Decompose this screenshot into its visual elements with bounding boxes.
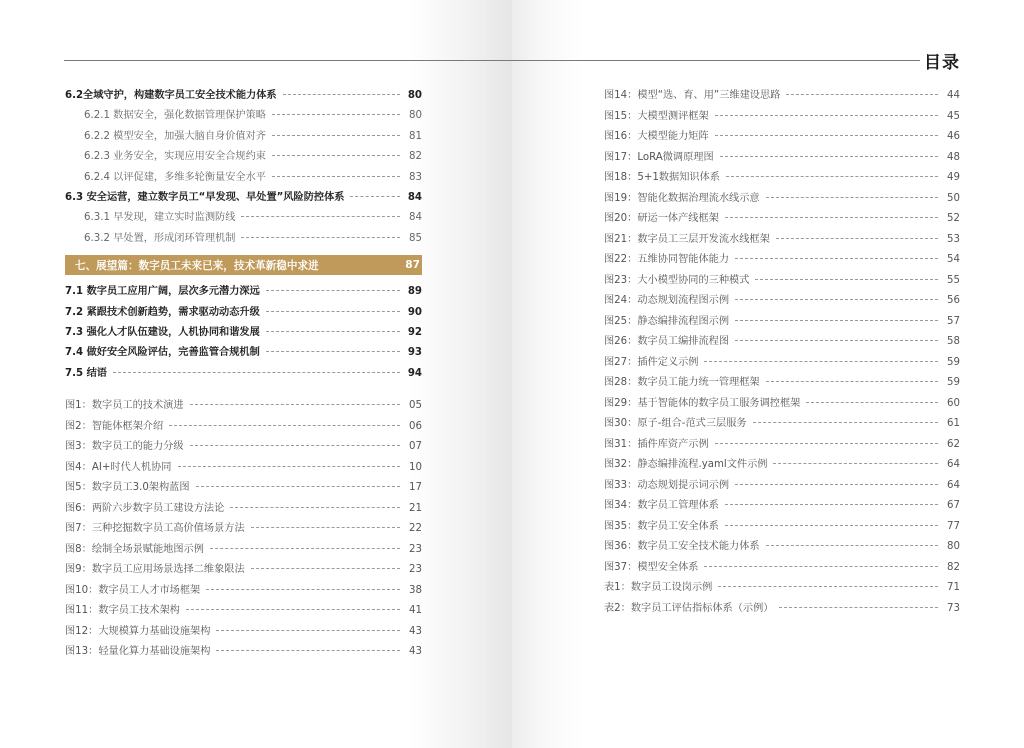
toc-entry-page: 93	[407, 347, 422, 359]
toc-entry[interactable]	[65, 343, 422, 363]
dot-leader	[766, 197, 938, 198]
dot-leader	[704, 361, 938, 362]
figure-entry[interactable]	[604, 332, 960, 353]
figure-entry[interactable]	[604, 168, 960, 189]
toc-left-column	[65, 86, 422, 663]
toc-entry-label: 6.2.4 以评促建，多维多轮衡量安全水平	[84, 171, 266, 183]
toc-entry[interactable]	[65, 127, 422, 147]
figure-entry-page: 64	[947, 479, 960, 491]
dot-leader	[272, 176, 400, 177]
dot-leader	[266, 351, 400, 352]
toc-entry[interactable]	[65, 188, 422, 208]
dot-leader	[241, 216, 400, 217]
toc-entry-page: 85	[409, 232, 422, 244]
toc-entry-page: 92	[407, 326, 422, 338]
toc-entry-label: 7.4 做好安全风险评估，完善监管合规机制	[65, 347, 260, 359]
figure-entry-label: 图8：绘制全场景赋能地图示例	[65, 543, 204, 555]
figure-entry-label: 图18：5+1数据知识体系	[604, 172, 720, 183]
toc-entry-page: 84	[409, 212, 422, 224]
figure-entry-page: 53	[947, 233, 960, 245]
toc-entry[interactable]	[65, 106, 422, 126]
figure-entry-label: 图36：数字员工安全技术能力体系	[604, 541, 760, 552]
figure-entry[interactable]	[604, 209, 960, 230]
figure-entry-label: 图25：静态编排流程图示例	[604, 315, 730, 327]
dot-leader	[735, 320, 938, 321]
dot-leader	[266, 331, 400, 332]
figure-entry-page: 43	[409, 625, 422, 637]
figure-entry-page: 61	[947, 418, 960, 429]
dot-leader	[206, 589, 400, 590]
toc-entry[interactable]	[65, 303, 422, 323]
figure-entry-page: 52	[947, 213, 960, 224]
toc-entry-label: 6.3.2 早处置，形成闭环管理机制	[84, 232, 236, 244]
figure-entry[interactable]	[604, 414, 960, 435]
figure-entry-label: 图30：原子-组合-范式三层服务	[604, 418, 747, 429]
toc-entry[interactable]	[65, 86, 422, 106]
figure-entry-label: 图4：AI+时代人机协同	[65, 461, 172, 473]
figure-entry-page: 59	[947, 356, 960, 368]
figure-entry[interactable]	[65, 601, 422, 622]
dot-leader	[806, 402, 938, 403]
dot-leader	[190, 404, 400, 405]
figure-entry[interactable]	[604, 394, 960, 415]
figure-entry-page: 55	[947, 274, 960, 286]
toc-entry-page: 80	[409, 110, 422, 122]
dot-leader	[210, 548, 400, 549]
dot-leader	[773, 463, 938, 464]
dot-leader	[725, 525, 938, 526]
toc-entry-label: 7.5 结语	[65, 367, 107, 379]
section-band-page: 87	[405, 259, 420, 272]
toc-entry[interactable]	[65, 208, 422, 228]
figure-entry-page: 41	[409, 605, 422, 617]
dot-leader	[241, 237, 400, 238]
dot-leader	[735, 258, 938, 259]
figure-entry-page: 06	[409, 420, 422, 432]
toc-entry-label: 6.2.2 模型安全，加强大脑自身价值对齐	[84, 130, 266, 142]
dot-leader	[715, 115, 938, 116]
figure-entry-label: 图1：数字员工的技术演进	[65, 400, 184, 412]
figure-entry[interactable]	[65, 622, 422, 643]
figure-entry[interactable]	[65, 396, 422, 417]
figure-entry-label: 图7：三种挖掘数字员工高价值场景方法	[65, 523, 245, 535]
dot-leader	[272, 155, 400, 156]
figure-entry-label: 图31：插件库资产示例	[604, 438, 709, 450]
dot-leader	[779, 607, 938, 608]
figure-entry-page: 82	[947, 561, 960, 573]
figure-entry[interactable]	[604, 435, 960, 456]
figure-entry[interactable]	[65, 540, 422, 561]
toc-right-column	[604, 86, 960, 619]
figure-entry-label: 图26：数字员工编排流程图	[604, 336, 730, 347]
figure-entry[interactable]	[65, 417, 422, 438]
figure-entry[interactable]	[604, 599, 960, 620]
dot-leader	[715, 135, 938, 136]
figure-entry[interactable]	[65, 642, 422, 663]
figure-entry-label: 图12：大规模算力基础设施架构	[65, 625, 211, 637]
figure-entry-label: 图37：模型安全体系	[604, 561, 699, 573]
toc-entry-page: 94	[407, 367, 422, 379]
dot-leader	[350, 196, 400, 197]
figure-entry[interactable]	[604, 455, 960, 476]
figure-entry-label: 图13：轻量化算力基础设施架构	[65, 646, 211, 658]
figure-entry-page: 49	[947, 172, 960, 183]
toc-entry-label: 7.1 数字员工应用广阔，层次多元潜力深远	[65, 286, 260, 298]
figure-entry-label: 图21：数字员工三层开发流水线框架	[604, 233, 770, 245]
figure-entry-label: 图22：五维协同智能体能力	[604, 254, 730, 265]
figure-entry[interactable]	[604, 250, 960, 271]
figure-entry-page: 05	[409, 400, 422, 412]
figure-entry-page: 50	[947, 192, 960, 204]
toc-entry-label: 6.2全域守护，构建数字员工安全技术能力体系	[65, 90, 277, 101]
figure-entry-label: 图9：数字员工应用场景选择二维象限法	[65, 564, 245, 576]
dot-leader	[704, 566, 938, 567]
dot-leader	[266, 311, 400, 312]
dot-leader	[169, 425, 400, 426]
figure-entry-page: 77	[947, 520, 960, 532]
figure-entry-page: 54	[947, 254, 960, 265]
figure-entry-page: 67	[947, 500, 960, 511]
dot-leader	[186, 609, 400, 610]
figure-entry-page: 44	[947, 90, 960, 101]
figure-entry-label: 图27：插件定义示例	[604, 356, 699, 368]
figure-entry[interactable]	[65, 437, 422, 458]
dot-leader	[251, 527, 400, 528]
figure-entry-page: 46	[947, 131, 960, 142]
toc-entry-label: 6.3.1 早发现，建立实时监测防线	[84, 212, 236, 224]
figure-entry-label: 图5：数字员工3.0架构蓝图	[65, 482, 190, 494]
dot-leader	[113, 372, 400, 373]
figure-entry-page: 38	[409, 584, 422, 596]
figure-entry-label: 图33：动态规划提示词示例	[604, 479, 730, 491]
section-band-chapter-seven[interactable]	[65, 255, 422, 275]
figure-entry-label: 图11：数字员工技术架构	[65, 605, 180, 617]
figure-entry-label: 图24：动态规划流程图示例	[604, 295, 730, 306]
dot-leader	[776, 238, 938, 239]
toc-entry-label: 6.2.3 业务安全，实现应用安全合规约束	[84, 151, 266, 163]
dot-leader	[251, 568, 400, 569]
toc-entry[interactable]	[65, 364, 422, 384]
toc-entry-page: 84	[407, 191, 422, 203]
figure-entry-page: 60	[947, 397, 960, 409]
figure-entry[interactable]	[604, 107, 960, 128]
figure-entry-label: 图28：数字员工能力统一管理框架	[604, 377, 760, 388]
dot-leader	[216, 630, 400, 631]
figure-entry-page: 07	[409, 441, 422, 453]
dot-leader	[735, 299, 938, 300]
figure-entry-label: 图2：智能体框架介绍	[65, 420, 164, 432]
figure-entry[interactable]	[65, 519, 422, 540]
figure-entry-label: 图29：基于智能体的数字员工服务调控框架	[604, 397, 801, 409]
figure-entry-label: 图34：数字员工管理体系	[604, 500, 719, 511]
dot-leader	[766, 545, 938, 546]
figure-entry-page: 80	[947, 541, 960, 552]
figure-entry-label: 图17：LoRA微调原理图	[604, 151, 714, 163]
figure-entry[interactable]	[604, 291, 960, 312]
figure-entry-page: 48	[947, 151, 960, 163]
figure-entry-page: 21	[409, 502, 422, 514]
figure-entry-label: 图16：大模型能力矩阵	[604, 131, 709, 142]
figure-entry-page: 57	[947, 315, 960, 327]
figure-entry-label: 图19：智能化数据治理流水线示意	[604, 192, 760, 204]
dot-leader	[786, 94, 938, 95]
dot-leader	[266, 290, 400, 291]
figure-entry-page: 56	[947, 295, 960, 306]
toc-entry-page: 80	[407, 90, 422, 101]
toc-entry-page: 82	[409, 151, 422, 163]
dot-leader	[735, 484, 938, 485]
figure-entry-page: 17	[409, 482, 422, 494]
figure-entry-page: 23	[409, 564, 422, 576]
dot-leader	[715, 443, 938, 444]
figure-entry-label: 表1：数字员工设岗示例	[604, 582, 713, 593]
figure-entry-page: 10	[409, 461, 422, 473]
dot-leader	[216, 650, 400, 651]
figure-entry-label: 图23：大小模型协同的三种模式	[604, 274, 750, 286]
figure-entry[interactable]	[604, 373, 960, 394]
figure-entry[interactable]	[604, 578, 960, 599]
figure-entry-label: 图10：数字员工人才市场框架	[65, 584, 201, 596]
figure-entry[interactable]	[604, 189, 960, 210]
figure-entry[interactable]	[604, 496, 960, 517]
figure-entry-label: 图20：研运一体产线框架	[604, 213, 719, 224]
figure-list-right	[604, 86, 960, 619]
toc-entry-label: 6.3 安全运营，建立数字员工“早发现、早处置”风险防控体系	[65, 191, 345, 203]
page-title: 目录	[924, 53, 960, 73]
toc-entry-label: 7.3 强化人才队伍建设，人机协同和谐发展	[65, 326, 260, 338]
figure-entry-label: 图15：大模型测评框架	[604, 110, 709, 122]
figure-entry[interactable]	[604, 86, 960, 107]
toc-entry-page: 90	[407, 306, 422, 318]
toc-entry-page: 81	[409, 130, 422, 142]
dot-leader	[272, 135, 400, 136]
dot-leader	[283, 94, 400, 95]
chapter-seven-entries	[65, 282, 422, 384]
dot-leader	[735, 340, 938, 341]
dot-leader	[230, 507, 400, 508]
figure-entry[interactable]	[65, 478, 422, 499]
figure-entry[interactable]	[65, 560, 422, 581]
figure-entry-page: 62	[947, 438, 960, 450]
figure-entry[interactable]	[65, 458, 422, 479]
figure-list-left	[65, 396, 422, 663]
toc-entry-page: 83	[409, 171, 422, 183]
figure-entry-page: 45	[947, 110, 960, 122]
dot-leader	[726, 176, 938, 177]
dot-leader	[725, 217, 938, 218]
figure-entry[interactable]	[604, 476, 960, 497]
figure-entry[interactable]	[604, 517, 960, 538]
figure-entry-page: 58	[947, 336, 960, 347]
dot-leader	[190, 445, 400, 446]
figure-entry[interactable]	[604, 558, 960, 579]
dot-leader	[718, 586, 938, 587]
figure-entry[interactable]	[604, 230, 960, 251]
figure-entry-label: 表2：数字员工评估指标体系（示例）	[604, 602, 774, 614]
figure-entry-page: 43	[409, 646, 422, 658]
dot-leader	[720, 156, 938, 157]
figure-entry[interactable]	[604, 271, 960, 292]
figure-entry-page: 23	[409, 543, 422, 555]
toc-entry[interactable]	[65, 229, 422, 249]
figure-entry-page: 71	[947, 582, 960, 593]
figure-entry[interactable]	[604, 312, 960, 333]
toc-entry-label: 7.2 紧跟技术创新趋势，需求驱动动态升级	[65, 306, 260, 318]
figure-entry-page: 64	[947, 459, 960, 470]
figure-entry[interactable]	[604, 148, 960, 169]
dot-leader	[178, 466, 401, 467]
chapter-six-entries	[65, 86, 422, 249]
toc-entry-label: 6.2.1 数据安全，强化数据管理保护策略	[84, 110, 266, 122]
header-rule	[64, 60, 920, 61]
toc-entry[interactable]	[65, 323, 422, 343]
figure-entry-label: 图6：两阶六步数字员工建设方法论	[65, 502, 225, 514]
toc-entry-page: 89	[407, 286, 422, 298]
dot-leader	[196, 486, 400, 487]
dot-leader	[725, 504, 938, 505]
figure-entry-page: 22	[409, 523, 422, 535]
figure-entry[interactable]	[604, 537, 960, 558]
figure-entry-label: 图3：数字员工的能力分级	[65, 441, 184, 453]
dot-leader	[753, 422, 938, 423]
toc-entry[interactable]	[65, 147, 422, 167]
figure-entry[interactable]	[65, 581, 422, 602]
figure-entry-label: 图14：模型“选、育、用”三维建设思路	[604, 90, 781, 101]
dot-leader	[272, 114, 400, 115]
figure-entry-label: 图35：数字员工安全体系	[604, 520, 719, 532]
toc-entry[interactable]	[65, 282, 422, 302]
figure-entry-page: 59	[947, 377, 960, 388]
figure-entry-label: 图32：静态编排流程.yaml文件示例	[604, 459, 768, 470]
figure-entry[interactable]	[604, 127, 960, 148]
dot-leader	[755, 279, 938, 280]
figure-entry[interactable]	[65, 499, 422, 520]
figure-entry-page: 73	[947, 602, 960, 614]
dot-leader	[766, 381, 938, 382]
toc-entry[interactable]	[65, 168, 422, 188]
section-band-label: 七、展望篇：数字员工未来已来，技术革新稳中求进	[75, 259, 319, 272]
figure-entry[interactable]	[604, 353, 960, 374]
